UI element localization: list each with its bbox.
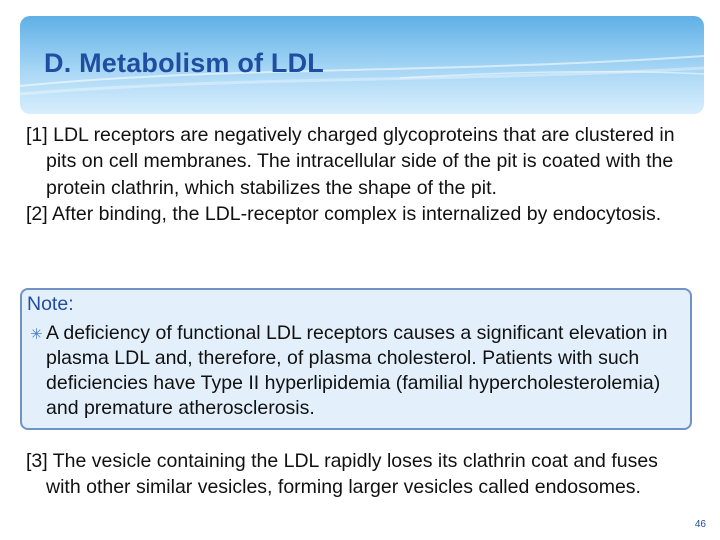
note-box <box>20 288 692 430</box>
note-text: A deficiency of functional LDL receptors causes a significant elevation in plasma LDL and, therefore, of plasma cholesterol. Patients with such deficiencies have Type II hyperlipidemia (familial hypercholesterolemia) and premature atherosclerosis. <box>46 322 668 419</box>
paragraph-2: [2] After binding, the LDL-receptor complex is internalized by endocytosis. <box>26 202 662 225</box>
body-text-lower <box>26 448 696 501</box>
page-number: 46 <box>694 519 706 530</box>
paragraph-1: [1] LDL receptors are negatively charged glycoproteins that are clustered in pits on cell membranes. The intracellular side of the pit is coated with the protein clathrin, which stabilizes the shape of the pit. <box>26 124 675 199</box>
paragraph-3: [3] The vesicle containing the LDL rapidly loses its clathrin coat and fuses with other similar vesicles, forming larger vesicles called endosomes. <box>26 450 658 499</box>
asterisk-bullet-icon: ✳ <box>30 326 43 343</box>
note-bullet-item <box>26 321 686 421</box>
slide-title: D. Metabolism of LDL <box>44 48 324 78</box>
body-text <box>26 122 696 227</box>
note-heading: Note: <box>27 293 74 315</box>
